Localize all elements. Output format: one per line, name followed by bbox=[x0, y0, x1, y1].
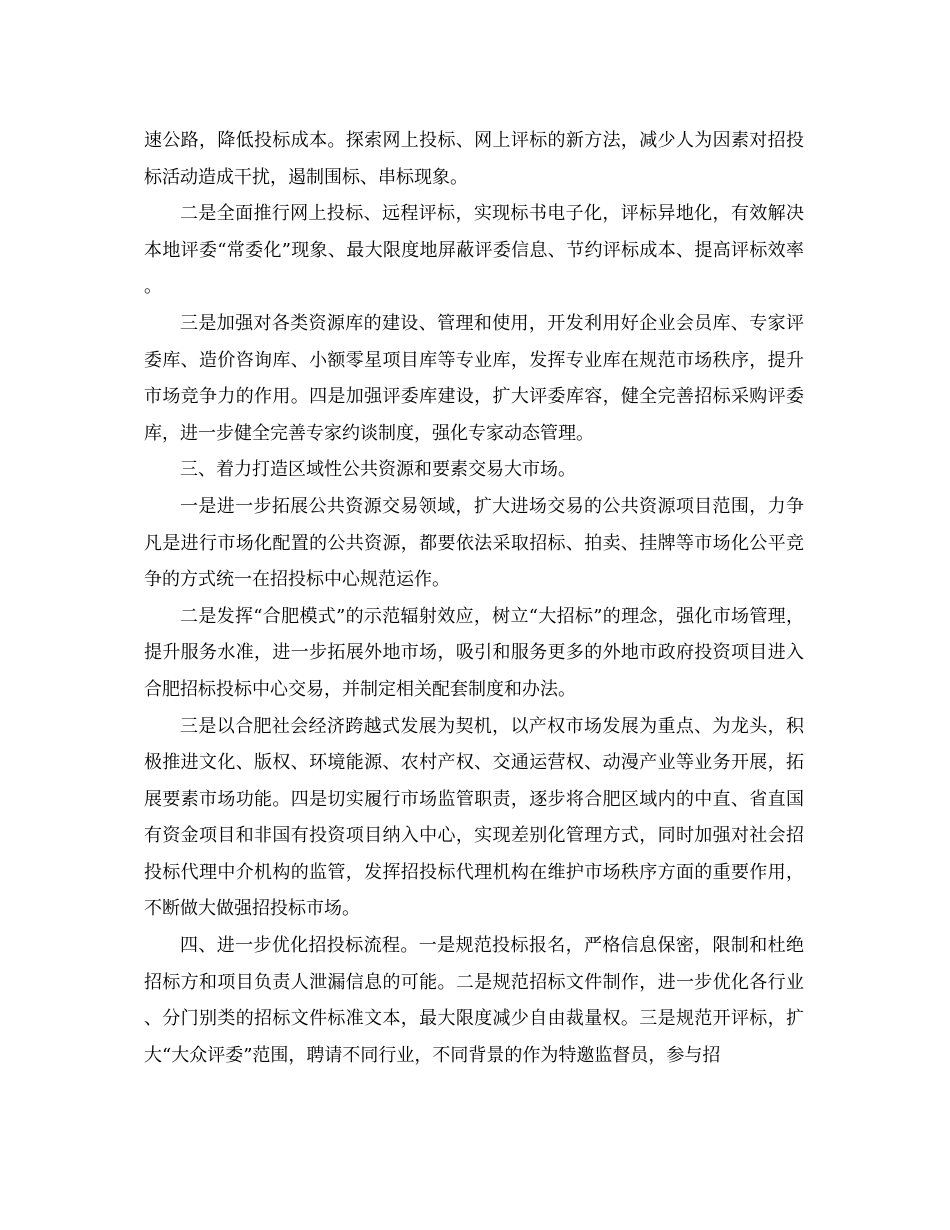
document-body bbox=[144, 123, 804, 1074]
paragraph-1: 速公路，降低投标成本。探索网上投标、网上评标的新方法，减少人为因素对招投标活动造成干扰，遏制围标、串标现象。 bbox=[144, 130, 804, 188]
paragraph-7: 三是以合肥社会经济跨越式发展为契机，以产权市场发展为重点、为龙头，积极推进文化、版权、环境能源、农村产权、交通运营权、动漫产业等业务开展，拓展要素市场功能。四是切实履行市场监管职责，逐步将合肥区域内的中直、省直国有资金项目和非国有投资项目纳入中心，实现差别化管理方式，同时加强对社会招投标代理中介机构的监管，发挥招投标代理机构在维护市场秩序方面的重要作用，不断做大做强招投标市场。 bbox=[144, 715, 804, 920]
section-heading-3: 三、着力打造区域性公共资源和要素交易大市场。 bbox=[180, 459, 576, 481]
paragraph-2: 二是全面推行网上投标、远程评标，实现标书电子化，评标异地化，有效解决本地评委“常委化”现象、最大限度地屏蔽评委信息、节约评标成本、提高评标效率。 bbox=[144, 203, 804, 298]
paragraph-6: 二是发挥“合肥模式”的示范辐射效应，树立“大招标”的理念，强化市场管理，提升服务水准，进一步拓展外地市场，吸引和服务更多的外地市政府投资项目进入合肥招标投标中心交易，并制定相关配套制度和办法。 bbox=[144, 605, 804, 700]
paragraph-8: 四、进一步优化招投标流程。一是规范投标报名，严格信息保密，限制和杜绝招标方和项目负责人泄漏信息的可能。二是规范招标文件制作，进一步优化各行业、分门别类的招标文件标准文本，最大限度减少自由裁量权。三是规范开评标，扩大“大众评委”范围，聘请不同行业，不同背景的作为特邀监督员，参与招 bbox=[144, 935, 804, 1066]
paragraph-5: 一是进一步拓展公共资源交易领域，扩大进场交易的公共资源项目范围，力争凡是进行市场化配置的公共资源，都要依法采取招标、拍卖、挂牌等市场化公平竞争的方式统一在招投标中心规范运作。 bbox=[144, 495, 804, 591]
paragraph-3: 三是加强对各类资源库的建设、管理和使用，开发利用好企业会员库、专家评委库、造价咨询库、小额零星项目库等专业库，发挥专业库在规范市场秩序，提升市场竞争力的作用。四是加强评委库建设，扩大评委库容，健全完善招标采购评委库，进一步健全完善专家约谈制度，强化专家动态管理。 bbox=[144, 312, 804, 444]
